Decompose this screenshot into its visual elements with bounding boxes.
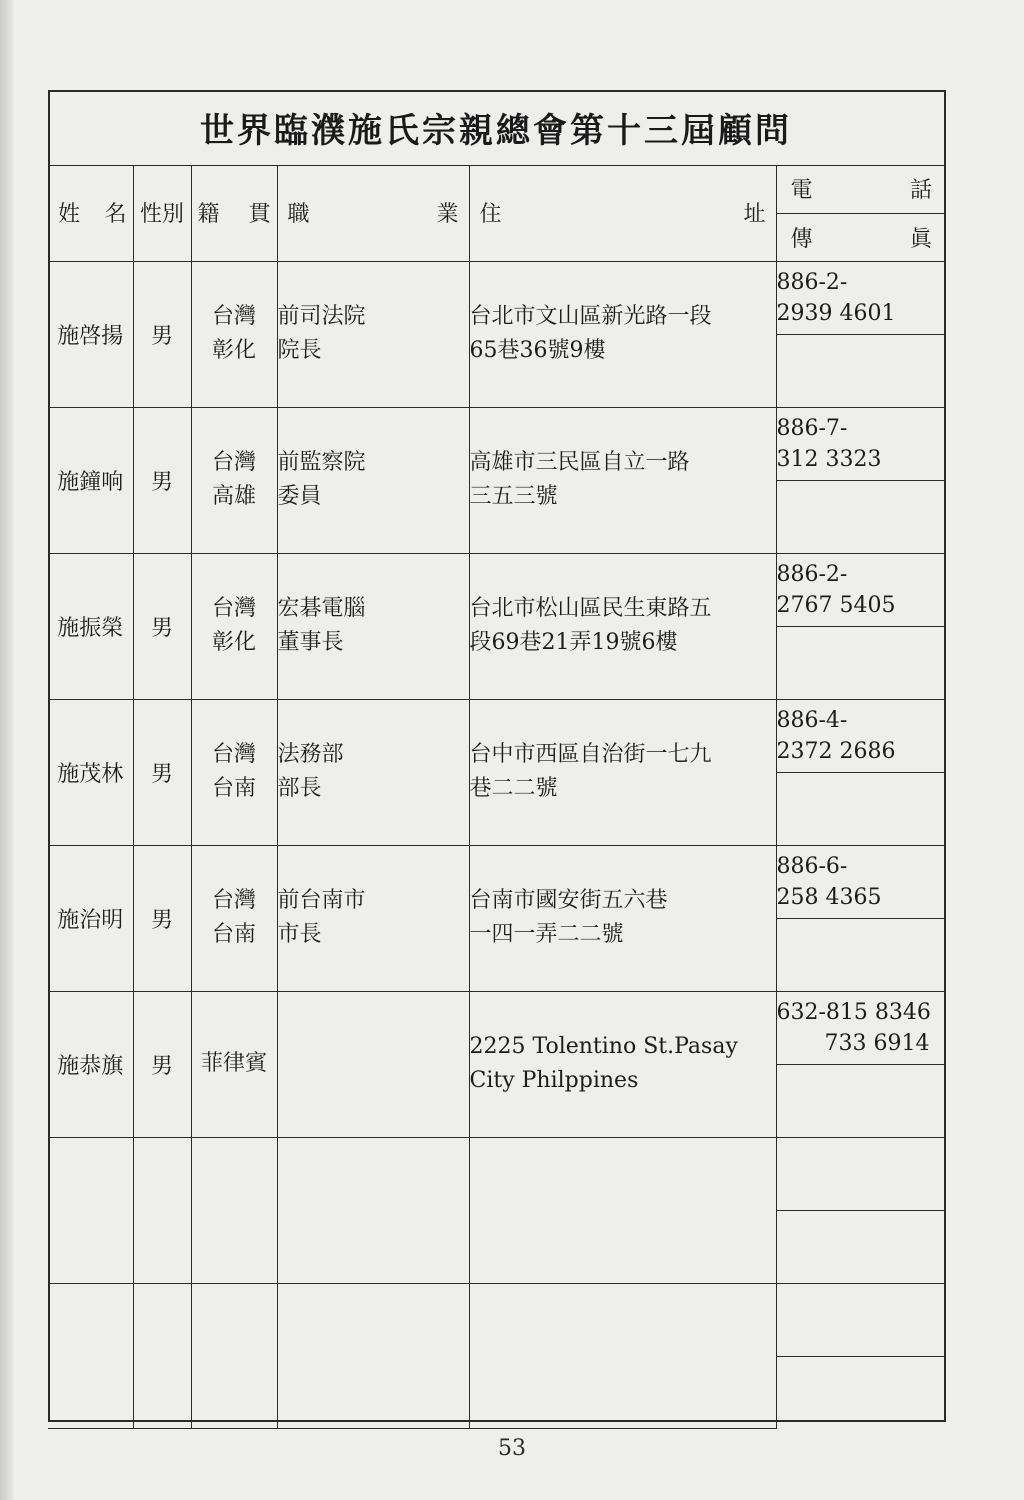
- phone-line: 886-2-: [776, 269, 848, 295]
- address-line: 三五三號: [469, 484, 558, 509]
- phone-cell: [776, 699, 944, 772]
- address-line: 一四一弄二二號: [469, 922, 624, 947]
- header-address: 住 址: [469, 165, 776, 261]
- empty-phone-cell: [776, 1137, 944, 1210]
- gender-cell: 男: [133, 699, 191, 845]
- phone-line: 886-4-: [776, 707, 848, 733]
- advisor-table: [48, 165, 944, 1429]
- occupation-line: 前台南市: [277, 888, 366, 913]
- empty-row: [48, 1137, 944, 1210]
- name-cell: 施治明: [48, 845, 133, 991]
- phone-cell: [776, 845, 944, 918]
- name-cell: 施茂林: [48, 699, 133, 845]
- phone-line: 886-7-: [776, 415, 848, 441]
- empty-cell: [469, 1137, 776, 1283]
- address-line: 台中市西區自治街一七九: [469, 742, 712, 767]
- phone-line: 258 4365: [776, 884, 882, 910]
- occupation-cell: [277, 991, 469, 1137]
- address-cell: [469, 261, 776, 407]
- header-origin: 籍 貫: [191, 165, 277, 261]
- address-line: 段69巷21弄19號6樓: [469, 630, 678, 655]
- table-row: [48, 845, 944, 918]
- empty-cell: [277, 1283, 469, 1429]
- occupation-line: 院長: [277, 338, 322, 363]
- page-title: 世界臨濮施氏宗親總會第十三屆顧問: [200, 111, 792, 151]
- gender-cell: 男: [133, 845, 191, 991]
- empty-cell: [133, 1283, 191, 1429]
- origin-line: 台灣: [211, 742, 256, 767]
- header-name: 姓 名: [48, 165, 133, 261]
- table-row: [48, 407, 944, 480]
- origin-cell: [191, 261, 277, 407]
- origin-line: 台灣: [211, 888, 256, 913]
- occupation-cell: [277, 845, 469, 991]
- table-row: [48, 261, 944, 334]
- occupation-cell: [277, 553, 469, 699]
- gender-cell: 男: [133, 991, 191, 1137]
- address-line: City Philppines: [469, 1068, 639, 1093]
- occupation-line: 法務部: [277, 742, 344, 767]
- occupation-cell: [277, 699, 469, 845]
- header-occupation: 職 業: [277, 165, 469, 261]
- origin-cell: [191, 407, 277, 553]
- origin-cell: [191, 991, 277, 1137]
- phone-line: 886-6-: [776, 853, 848, 879]
- phone-line: 733 6914: [824, 1030, 930, 1056]
- empty-cell: [277, 1137, 469, 1283]
- origin-line: 彰化: [211, 630, 256, 655]
- empty-cell: [48, 1283, 133, 1429]
- phone-cell: [776, 553, 944, 626]
- table-row: [48, 553, 944, 626]
- address-cell: [469, 991, 776, 1137]
- fax-cell: [776, 626, 944, 699]
- name-cell: 施恭旗: [48, 991, 133, 1137]
- phone-line: 2939 4601: [776, 300, 896, 326]
- occupation-cell: [277, 407, 469, 553]
- address-cell: [469, 699, 776, 845]
- origin-line: 台灣: [211, 450, 256, 475]
- empty-cell: [133, 1137, 191, 1283]
- phone-cell: [776, 261, 944, 334]
- empty-cell: [469, 1283, 776, 1429]
- occupation-line: 前監察院: [277, 450, 366, 475]
- origin-cell: [191, 845, 277, 991]
- address-line: 2225 Tolentino St.Pasay: [469, 1034, 738, 1059]
- occupation-line: 部長: [277, 776, 322, 801]
- fax-cell: [776, 918, 944, 991]
- empty-phone-cell: [776, 1283, 944, 1356]
- gender-cell: 男: [133, 553, 191, 699]
- phone-cell: [776, 991, 944, 1064]
- header-phone: 電 話: [776, 165, 944, 213]
- advisor-table-sheet: [48, 90, 944, 1420]
- fax-cell: [776, 1064, 944, 1137]
- name-cell: 施振榮: [48, 553, 133, 699]
- origin-line: 彰化: [211, 338, 256, 363]
- address-line: 65巷36號9樓: [469, 338, 606, 363]
- occupation-line: 宏碁電腦: [277, 596, 366, 621]
- phone-cell: [776, 407, 944, 480]
- empty-cell: [48, 1137, 133, 1283]
- origin-cell: [191, 699, 277, 845]
- address-line: 台南市國安街五六巷: [469, 888, 668, 913]
- phone-line: 2767 5405: [776, 592, 896, 618]
- header-fax: 傳 眞: [776, 213, 944, 261]
- empty-cell: [191, 1137, 277, 1283]
- table-row: [48, 991, 944, 1064]
- name-cell: 施鐘响: [48, 407, 133, 553]
- page-number: 53: [498, 1436, 526, 1461]
- origin-line: 台灣: [211, 596, 256, 621]
- occupation-line: 董事長: [277, 630, 344, 655]
- empty-fax-cell: [776, 1210, 944, 1283]
- address-line: 台北市文山區新光路一段: [469, 304, 712, 329]
- origin-line: 台南: [211, 922, 256, 947]
- header-gender: 性別: [133, 165, 191, 261]
- fax-cell: [776, 480, 944, 553]
- origin-line: 台灣: [211, 304, 256, 329]
- empty-fax-cell: [776, 1356, 944, 1429]
- phone-line: 886-2-: [776, 561, 848, 587]
- name-cell: 施啓揚: [48, 261, 133, 407]
- origin-line: 菲律賓: [200, 1051, 267, 1076]
- occupation-line: 前司法院: [277, 304, 366, 329]
- gender-cell: 男: [133, 261, 191, 407]
- address-cell: [469, 845, 776, 991]
- address-cell: [469, 553, 776, 699]
- fax-cell: [776, 334, 944, 407]
- empty-cell: [191, 1283, 277, 1429]
- occupation-line: 市長: [277, 922, 322, 947]
- address-line: 高雄市三民區自立一路: [469, 450, 690, 475]
- occupation-cell: [277, 261, 469, 407]
- origin-line: 高雄: [211, 484, 256, 509]
- address-cell: [469, 407, 776, 553]
- phone-line: 2372 2686: [776, 738, 896, 764]
- phone-line: 312 3323: [776, 446, 882, 472]
- page-edge-shadow: [0, 0, 14, 1500]
- address-line: 台北市松山區民生東路五: [469, 596, 712, 621]
- origin-line: 台南: [211, 776, 256, 801]
- title-row: [48, 90, 944, 166]
- table-row: [48, 699, 944, 772]
- gender-cell: 男: [133, 407, 191, 553]
- fax-cell: [776, 772, 944, 845]
- phone-line: 632-815 8346: [776, 999, 931, 1025]
- occupation-line: 委員: [277, 484, 322, 509]
- address-line: 巷二二號: [469, 776, 558, 801]
- empty-row: [48, 1283, 944, 1356]
- origin-cell: [191, 553, 277, 699]
